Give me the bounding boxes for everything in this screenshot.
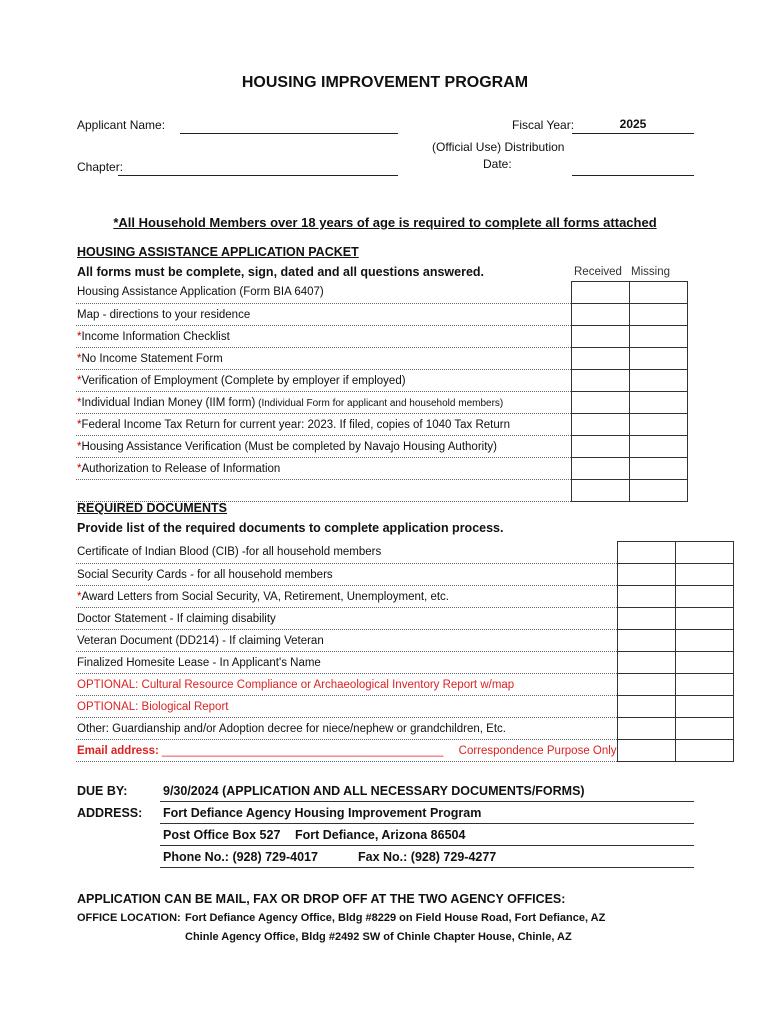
packet-item-text: Verification of Employment (Complete by employer if employed) [81,374,406,387]
required-item [76,564,617,586]
received-checkbox[interactable] [617,696,675,718]
missing-checkbox[interactable] [675,630,733,652]
packet-item-text: Individual Indian Money (IIM form) [81,396,256,409]
address-city: Fort Defiance, Arizona 86504 [295,828,466,842]
received-checkbox[interactable] [617,674,675,696]
received-checkbox[interactable] [617,718,675,740]
required-item-text: Social Security Cards - for all household members [77,568,333,581]
packet-item-text: Housing Assistance Verification (Must be completed by Navajo Housing Authority) [81,440,497,453]
due-underline [160,801,694,802]
required-item-text: Veteran Document (DD214) - If claiming Veteran [77,634,324,647]
applicant-name-field[interactable] [180,133,398,134]
distribution-date-label: Date: [483,157,512,171]
required-item [76,674,617,696]
email-row [76,740,733,762]
missing-checkbox[interactable] [675,652,733,674]
email-missing-box[interactable] [675,740,733,762]
packet-item [76,392,572,414]
required-star: * [77,462,82,475]
packet-row [76,392,688,414]
fiscal-year-line [572,133,694,134]
missing-checkbox[interactable] [630,392,688,414]
packet-item [76,458,572,480]
packet-item [76,304,572,326]
packet-item-text: Map - directions to your residence [77,308,251,321]
required-row [76,542,733,564]
packet-item-text: Housing Assistance Application (Form BIA 6407) [77,286,324,299]
missing-checkbox[interactable] [630,304,688,326]
required-row [76,674,733,696]
required-row [76,630,733,652]
missing-checkbox[interactable] [675,564,733,586]
required-item [76,608,617,630]
packet-item-text: Income Information Checklist [81,330,230,343]
received-checkbox[interactable] [617,586,675,608]
fax-number: Fax No.: (928) 729-4277 [358,850,497,864]
email-received-box[interactable] [617,740,675,762]
received-checkbox[interactable] [572,480,630,502]
page-title: HOUSING IMPROVEMENT PROGRAM [241,74,529,91]
packet-item-text: No Income Statement Form [81,352,223,365]
address-underline-2 [160,845,694,846]
required-star: * [77,352,82,365]
packet-item-text: Federal Income Tax Return for current year: 2023. If filed, copies of 1040 Tax Return [81,418,510,431]
missing-checkbox[interactable] [675,696,733,718]
required-row [76,564,733,586]
required-row [76,718,733,740]
required-row [76,696,733,718]
required-item [76,586,617,608]
received-checkbox[interactable] [617,652,675,674]
packet-row [76,370,688,392]
email-input-line[interactable]: ____________________________________________ [162,744,444,757]
missing-checkbox[interactable] [630,282,688,304]
email-label: Email address: [77,744,159,757]
missing-checkbox[interactable] [630,458,688,480]
packet-item [76,436,572,458]
missing-checkbox[interactable] [630,414,688,436]
due-by-label: DUE BY: [77,784,128,798]
chapter-field[interactable] [118,175,398,176]
fiscal-year-label: Fiscal Year: [512,118,575,132]
address-underline-1 [160,823,694,824]
packet-item-text: Authorization to Release of Information [81,462,281,475]
packet-item [76,348,572,370]
applicant-name-label: Applicant Name: [77,118,166,132]
missing-checkbox[interactable] [675,718,733,740]
office-fort-defiance: Fort Defiance Agency Office, Bldg #8229 on Field House Road, Fort Defiance, AZ [185,912,606,924]
packet-item [76,326,572,348]
required-item-text: Finalized Homesite Lease - In Applicant's Name [77,656,321,669]
missing-checkbox[interactable] [630,370,688,392]
required-row [76,652,733,674]
official-use-label: (Official Use) Distribution [432,140,565,154]
missing-checkbox[interactable] [630,348,688,370]
required-item [76,696,617,718]
packet-row [76,348,688,370]
required-subtitle: Provide list of the required documents to complete application process. [77,521,504,535]
missing-checkbox[interactable] [675,542,733,564]
required-row [76,608,733,630]
missing-checkbox[interactable] [675,674,733,696]
required-star: * [77,440,82,453]
fiscal-year-value: 2025 [619,117,647,131]
packet-row [76,414,688,436]
footer-heading: APPLICATION CAN BE MAIL, FAX OR DROP OFF AT THE TWO AGENCY OFFICES: [77,892,566,906]
packet-item [76,282,572,304]
packet-row [76,304,688,326]
packet-row [76,436,688,458]
required-item [76,542,617,564]
required-star: * [77,590,82,603]
packet-row [76,282,688,304]
packet-row [76,326,688,348]
chapter-label: Chapter: [77,160,124,174]
required-item-text: Other: Guardianship and/or Adoption decree for niece/nephew or grandchildren, Etc. [77,722,506,735]
required-star: * [77,330,82,343]
received-column-header: Received [574,266,622,278]
received-checkbox[interactable] [572,458,630,480]
office-location-label: OFFICE LOCATION: [77,912,181,924]
received-checkbox[interactable] [572,436,630,458]
packet-row [76,480,688,502]
packet-subtitle: All forms must be complete, sign, dated and all questions answered. [77,265,485,279]
packet-checklist [76,281,688,502]
email-note: Correspondence Purpose Only [458,744,617,757]
received-checkbox[interactable] [617,630,675,652]
required-star: * [77,374,82,387]
required-item-text: Award Letters from Social Security, VA, Retirement, Unemployment, etc. [81,590,449,603]
required-item [76,718,617,740]
received-checkbox[interactable] [572,370,630,392]
office-chinle: Chinle Agency Office, Bldg #2492 SW of Chinle Chapter House, Chinle, AZ [185,931,572,943]
received-checkbox[interactable] [572,304,630,326]
required-item [76,630,617,652]
required-item-text: Doctor Statement - If claiming disability [77,612,276,625]
phone-number: Phone No.: (928) 729-4017 [163,850,318,864]
address-po-box: Post Office Box 527 [163,828,281,842]
packet-row [76,458,688,480]
packet-title: HOUSING ASSISTANCE APPLICATION PACKET [77,245,359,259]
required-item-text: OPTIONAL: Biological Report [77,700,229,713]
address-line1: Fort Defiance Agency Housing Improvement Program [163,806,482,820]
missing-checkbox[interactable] [675,608,733,630]
missing-column-header: Missing [631,266,670,278]
required-row [76,586,733,608]
required-star: * [77,418,82,431]
missing-checkbox[interactable] [675,586,733,608]
missing-checkbox[interactable] [630,436,688,458]
packet-item-note: (Individual Form for applicant and household members) [255,397,504,409]
required-item-text: OPTIONAL: Cultural Resource Compliance or Archaeological Inventory Report w/map [77,678,515,691]
received-checkbox[interactable] [572,348,630,370]
received-checkbox[interactable] [572,326,630,348]
required-item [76,652,617,674]
due-by-value: 9/30/2024 (APPLICATION AND ALL NECESSARY DOCUMENTS/FORMS) [163,784,585,798]
packet-item [76,370,572,392]
received-checkbox[interactable] [572,282,630,304]
received-checkbox[interactable] [617,542,675,564]
received-checkbox[interactable] [572,414,630,436]
received-checkbox[interactable] [617,608,675,630]
distribution-date-field[interactable] [572,175,694,176]
received-checkbox[interactable] [572,392,630,414]
required-item-text: Certificate of Indian Blood (CIB) -for all household members [77,546,382,559]
missing-checkbox[interactable] [630,480,688,502]
required-title: REQUIRED DOCUMENTS [77,501,228,515]
household-notice: *All Household Members over 18 years of age is required to complete all forms attached [113,215,657,230]
required-checklist [76,541,734,762]
address-underline-3 [160,867,694,868]
packet-item [76,414,572,436]
received-checkbox[interactable] [617,564,675,586]
packet-item [76,480,572,502]
required-star: * [77,396,82,409]
email-cell [76,740,617,762]
missing-checkbox[interactable] [630,326,688,348]
address-label: ADDRESS: [77,806,143,820]
